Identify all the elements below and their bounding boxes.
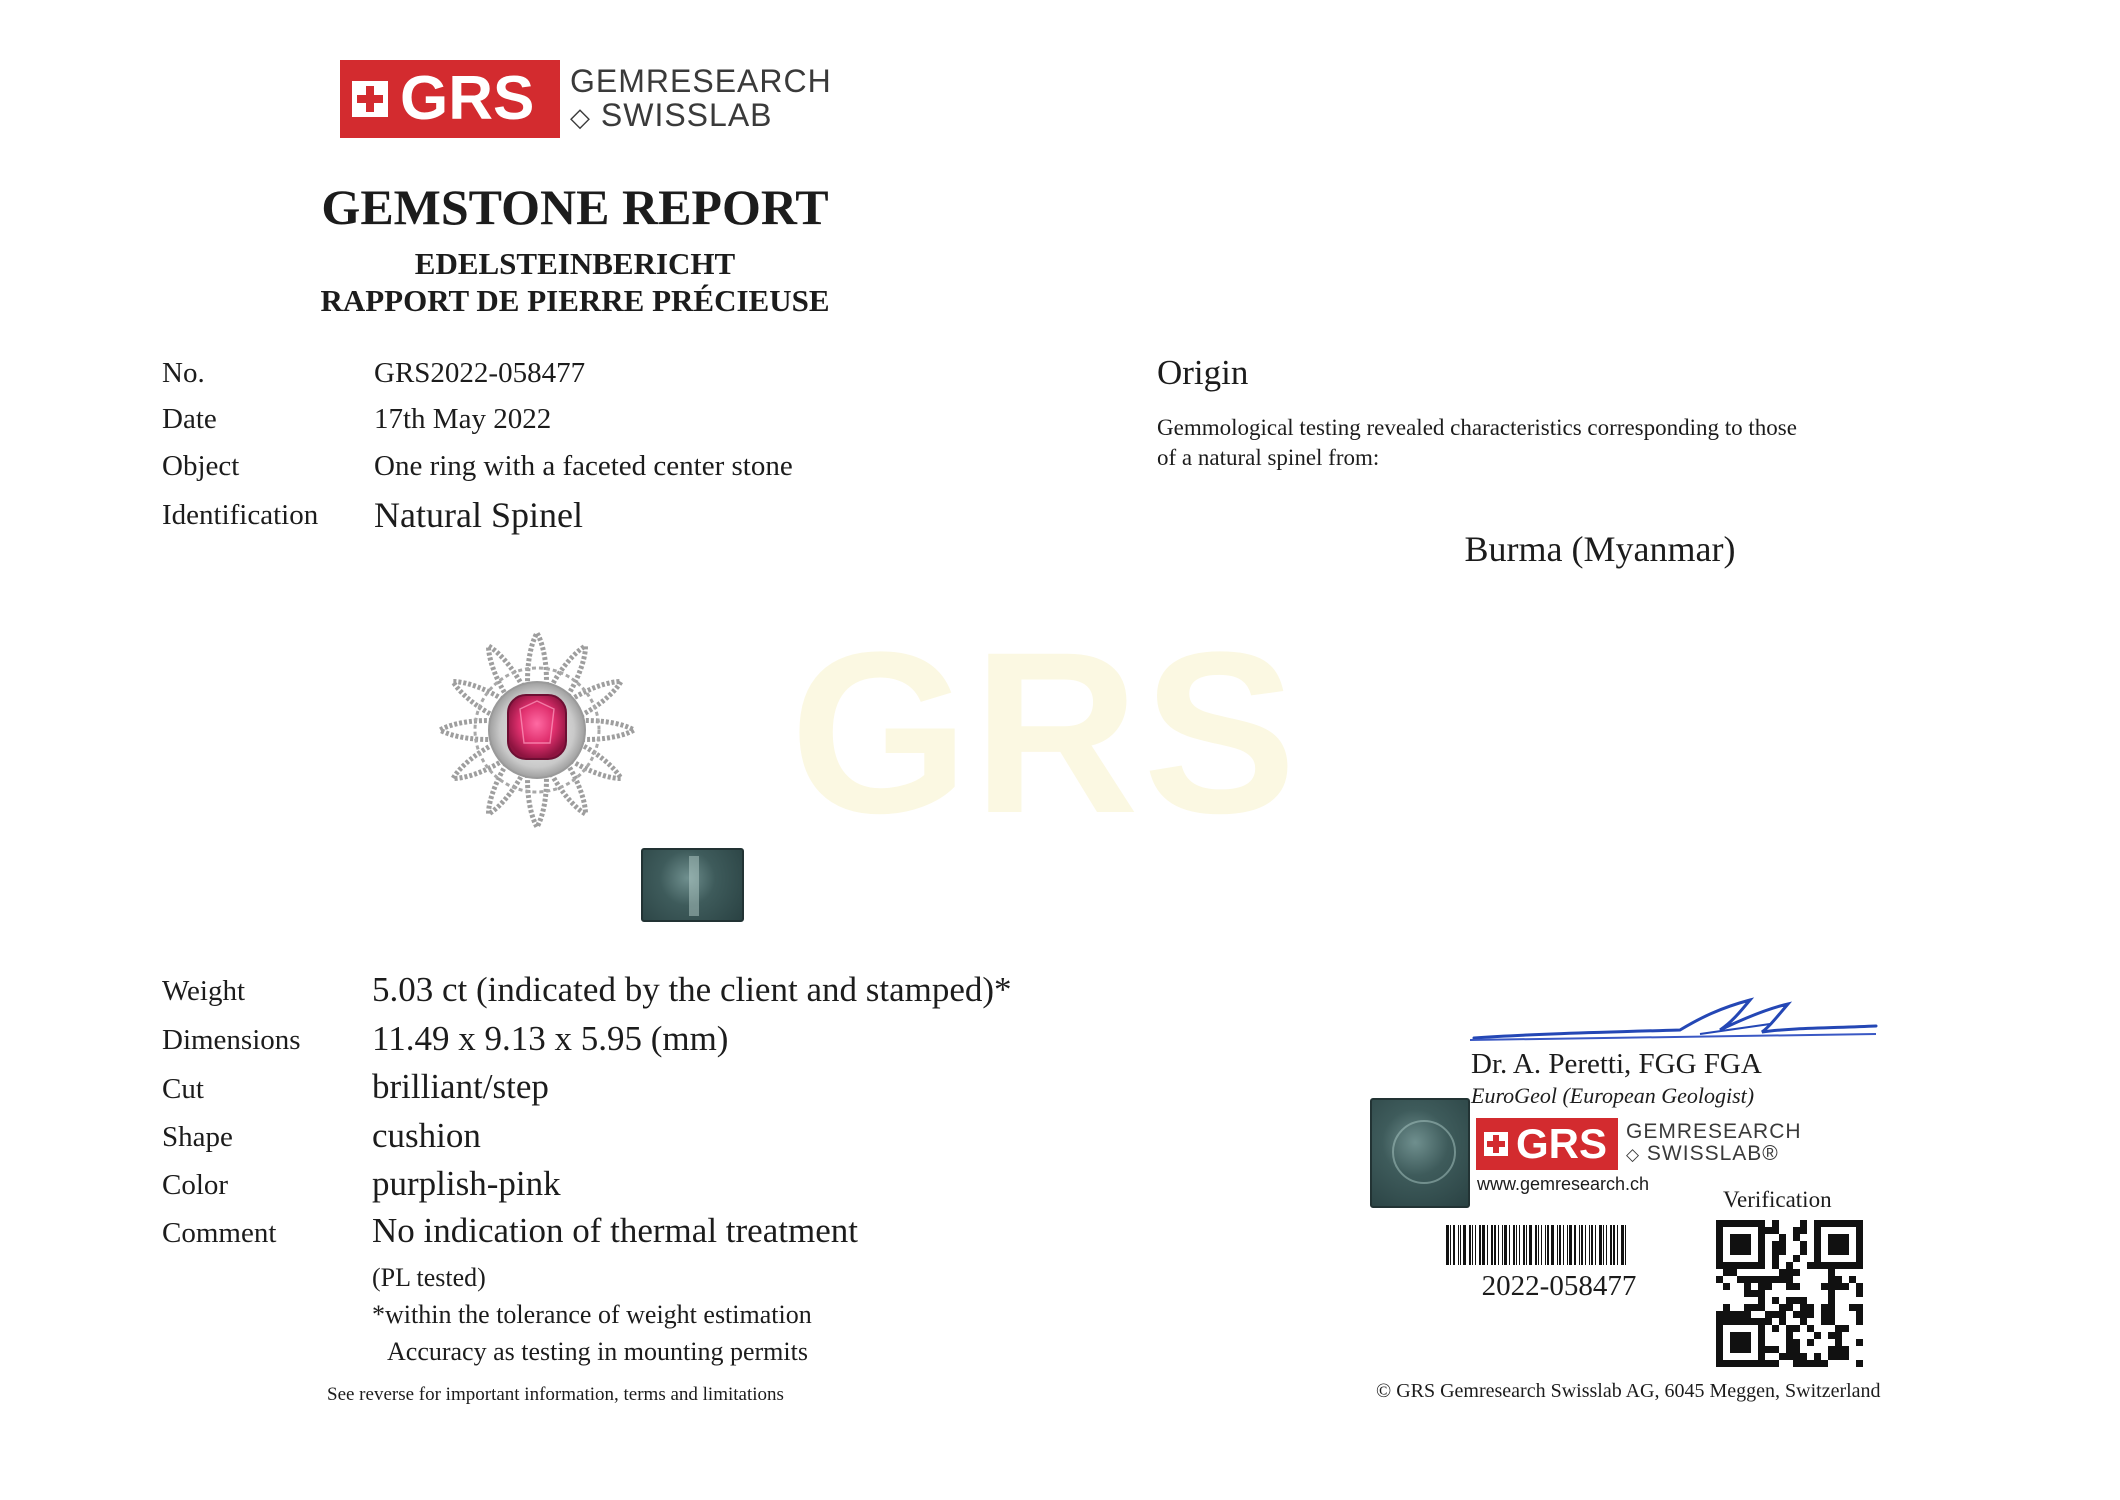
verification-label: Verification bbox=[1723, 1187, 1832, 1212]
grs-logo-name bbox=[570, 64, 832, 134]
copyright: © GRS Gemresearch Swisslab AG, 6045 Meggen, Switzerland bbox=[1376, 1380, 1881, 1402]
stamp-logo-name bbox=[1626, 1121, 1802, 1166]
weight-label: Weight bbox=[162, 975, 246, 1007]
footnote-line2: Accuracy as testing in mounting permits bbox=[387, 1337, 808, 1366]
comment-value: No indication of thermal treatment bbox=[372, 1211, 858, 1250]
stamp-logo-name-line2: ◇ SWISSLAB® bbox=[1626, 1142, 1779, 1165]
weight-value: 5.03 ct (indicated by the client and stamped)* bbox=[372, 970, 1012, 1009]
signatory-name: Dr. A. Peretti, FGG FGA bbox=[1471, 1048, 1762, 1080]
origin-text bbox=[1157, 413, 1797, 473]
color-value: purplish-pink bbox=[372, 1164, 561, 1203]
spinel-stone bbox=[508, 695, 566, 759]
barcode-number: 2022-058477 bbox=[1481, 1270, 1637, 1302]
origin-heading: Origin bbox=[1157, 353, 1249, 392]
origin-text-line1: Gemmological testing revealed characteristics corresponding to those bbox=[1157, 415, 1797, 440]
shape-value: cushion bbox=[372, 1116, 481, 1155]
dimensions-value: 11.49 x 9.13 x 5.95 (mm) bbox=[372, 1019, 729, 1058]
diamond-icon: ◇ bbox=[570, 102, 591, 132]
stamp-logo-name-line1: GEMRESEARCH bbox=[1626, 1120, 1802, 1143]
dimensions-label: Dimensions bbox=[162, 1024, 301, 1056]
swiss-cross-icon bbox=[352, 81, 388, 117]
ring-photo bbox=[432, 625, 642, 835]
stamp-grs-logo bbox=[1476, 1118, 1618, 1170]
verification-qr-code[interactable] bbox=[1716, 1220, 1863, 1367]
diamond-icon: ◇ bbox=[1626, 1145, 1641, 1164]
object-label: Object bbox=[162, 450, 240, 482]
report-no-value: GRS2022-058477 bbox=[374, 357, 586, 389]
date-value: 17th May 2022 bbox=[374, 403, 552, 435]
date-label: Date bbox=[162, 403, 217, 435]
origin-country: Burma (Myanmar) bbox=[1464, 529, 1736, 569]
cut-value: brilliant/step bbox=[372, 1067, 549, 1106]
ring-illustration bbox=[432, 625, 642, 835]
cut-label: Cut bbox=[162, 1073, 204, 1105]
signatory-title: EuroGeol (European Geologist) bbox=[1471, 1083, 1755, 1108]
hologram-seal bbox=[641, 848, 744, 922]
comment-note: (PL tested) bbox=[372, 1263, 486, 1292]
swiss-cross-icon bbox=[1484, 1132, 1508, 1156]
identification-label: Identification bbox=[162, 499, 319, 531]
comment-label: Comment bbox=[162, 1217, 277, 1249]
grs-logo bbox=[340, 60, 560, 138]
website-link[interactable]: www.gemresearch.ch bbox=[1477, 1174, 1650, 1194]
shape-label: Shape bbox=[162, 1121, 233, 1153]
page-title: GEMSTONE REPORT bbox=[321, 179, 829, 235]
barcode bbox=[1446, 1225, 1672, 1265]
footnote-line1: *within the tolerance of weight estimation bbox=[372, 1300, 812, 1329]
subtitle-french: RAPPORT DE PIERRE PRÉCIEUSE bbox=[320, 283, 830, 318]
logo-name-line1: GEMRESEARCH bbox=[570, 63, 832, 99]
stamp-logo-mark: GRS bbox=[1516, 1120, 1608, 1167]
stamp-seal bbox=[1370, 1098, 1470, 1208]
report-no-label: No. bbox=[162, 357, 205, 389]
grs-watermark: GRS bbox=[790, 604, 1301, 861]
signature bbox=[1470, 978, 1880, 1048]
identification-value: Natural Spinel bbox=[374, 495, 583, 535]
logo-name-line2: ◇ SWISSLAB bbox=[570, 97, 773, 133]
origin-text-line2: of a natural spinel from: bbox=[1157, 445, 1380, 470]
signature-scribble bbox=[1470, 978, 1880, 1048]
reverse-notice: See reverse for important information, terms and limitations bbox=[327, 1384, 784, 1405]
object-value: One ring with a faceted center stone bbox=[374, 450, 793, 482]
grs-logo-mark: GRS bbox=[400, 64, 535, 133]
color-label: Color bbox=[162, 1169, 229, 1201]
subtitle-german: EDELSTEINBERICHT bbox=[414, 246, 736, 281]
